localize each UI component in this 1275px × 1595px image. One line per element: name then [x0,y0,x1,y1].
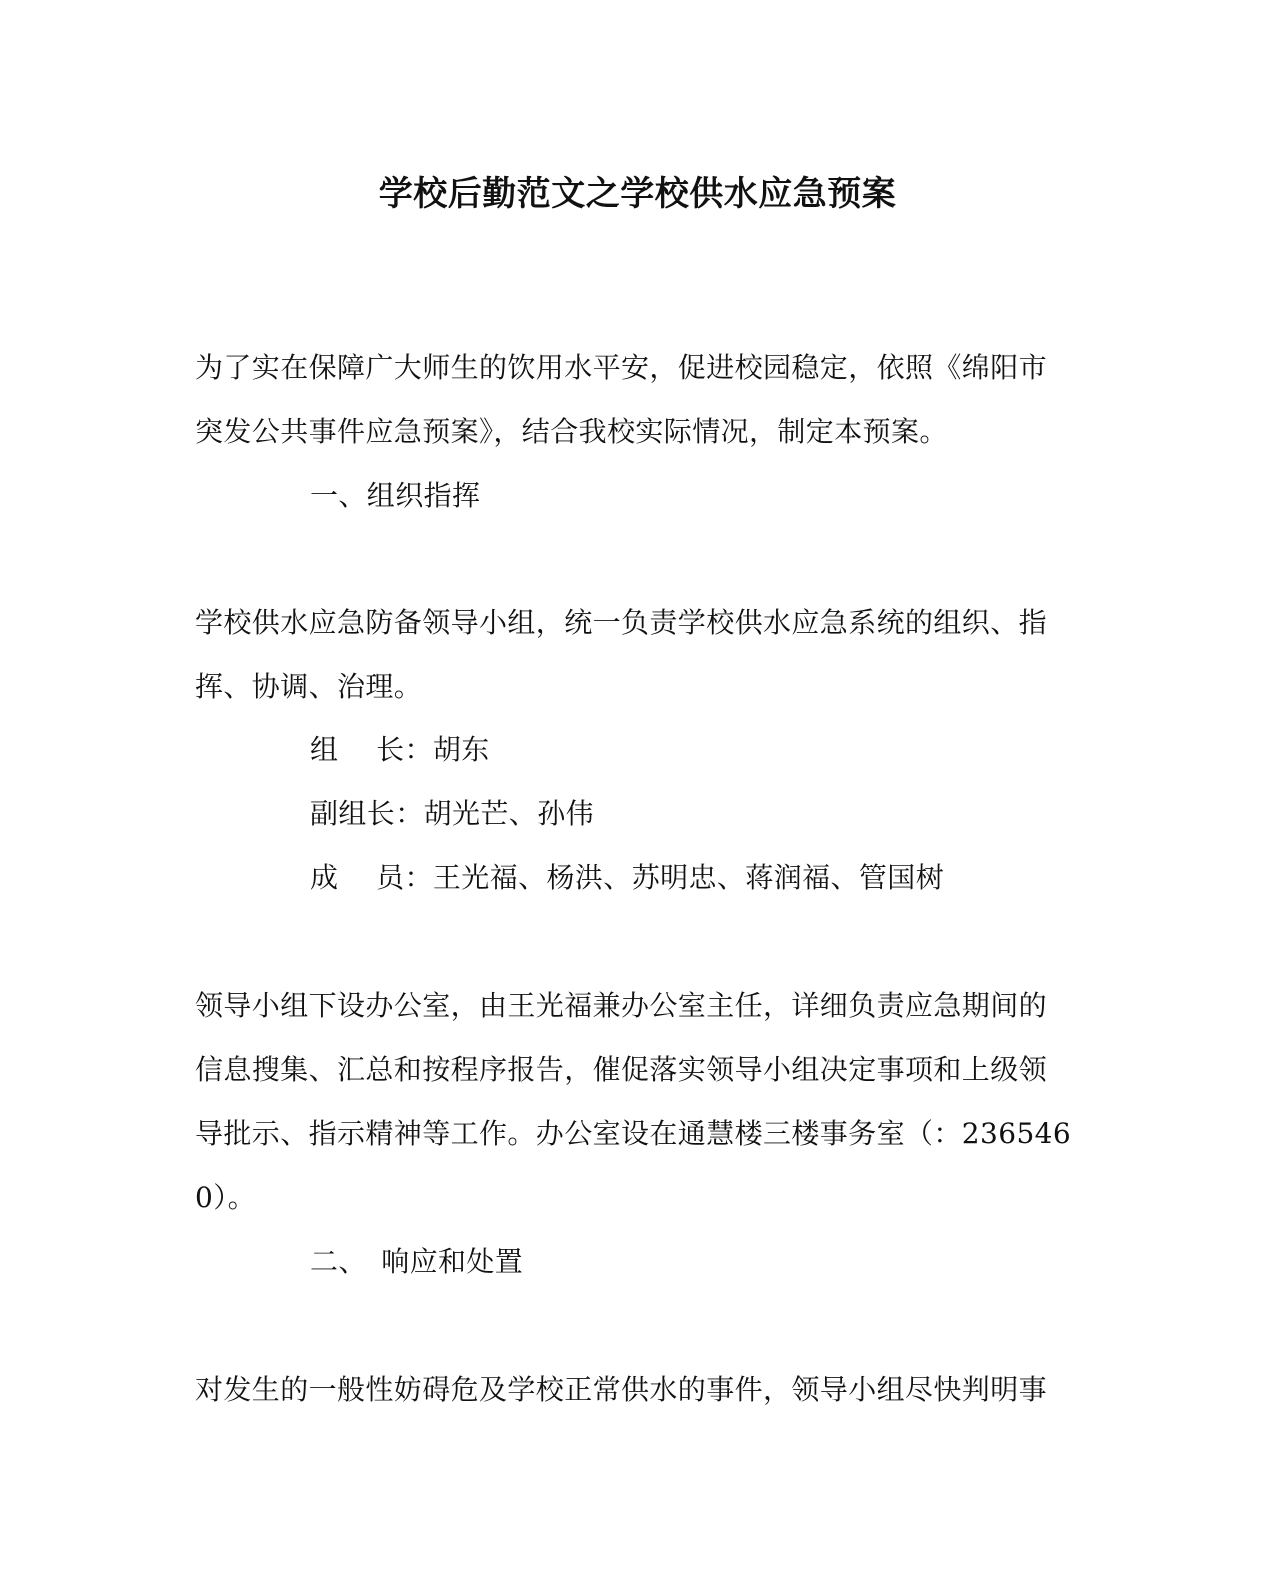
paragraph-line: 导批示、指示精神等工作。办公室设在通慧楼三楼事务室（：236546 [195,1117,1072,1150]
member-line-leader: 组 长：胡东 [310,733,490,766]
document-title: 学校后勤范文之学校供水应急预案 [378,174,897,214]
section-heading: 一、组织指挥 [310,479,481,512]
member-line-deputy: 副组长：胡光芒、孙伟 [310,797,595,830]
paragraph-line: 领导小组下设办公室，由王光福兼办公室主任，详细负责应急期间的 [195,989,1048,1022]
paragraph-line: 信息搜集、汇总和按程序报告，催促落实领导小组决定事项和上级领 [195,1053,1048,1086]
paragraph-line: 学校供水应急防备领导小组，统一负责学校供水应急系统的组织、指 [195,606,1048,639]
paragraph-line: 0）。 [195,1181,257,1214]
paragraph-line: 对发生的一般性妨碍危及学校正常供水的事件，领导小组尽快判明事 [195,1373,1048,1406]
paragraph-line: 挥、协调、治理。 [195,670,423,703]
section-heading: 二、 响应和处置 [310,1245,524,1278]
paragraph-line: 突发公共事件应急预案》，结合我校实际情况，制定本预案。 [195,415,948,448]
member-line-members: 成 员：王光福、杨洪、苏明忠、蒋润福、管国树 [310,861,945,894]
paragraph-line: 为了实在保障广大师生的饮用水平安，促进校园稳定，依照《绵阳市 [195,351,1048,384]
